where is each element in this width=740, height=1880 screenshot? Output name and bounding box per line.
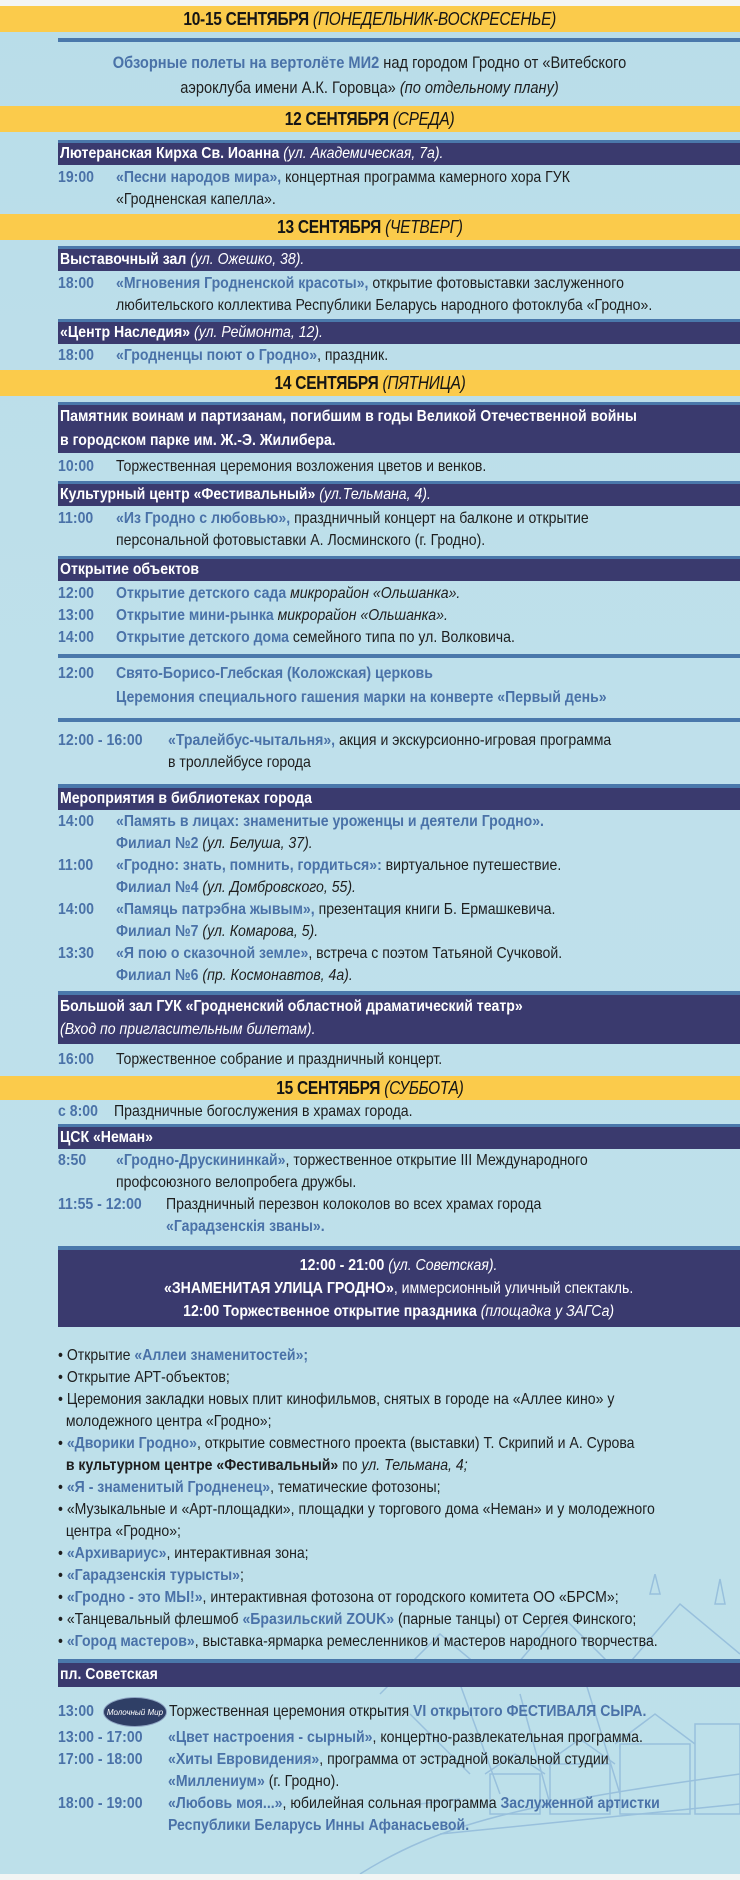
item-highlight: «Архивариус»: [66, 1545, 167, 1562]
list-item: [58, 1793, 740, 1837]
item-highlight: «Бразильский ZOUK»: [242, 1611, 395, 1628]
event-desc-2: профсоюзного велопробега дружбы.: [116, 1174, 357, 1191]
event-time: 13:00: [58, 1703, 95, 1720]
event-title: Открытие детского дома: [116, 629, 290, 646]
event-title: «Из Гродно с любовью»,: [116, 510, 291, 527]
church-event: [58, 658, 740, 718]
event-title: «Любовь моя...»: [168, 1795, 283, 1812]
event-row: [58, 506, 740, 556]
venue-address: (ул. Реймонта, 12).: [194, 324, 323, 341]
event-time: 13:00 - 17:00: [58, 1729, 143, 1746]
item-highlight: «Город мастеров»: [66, 1633, 195, 1650]
event-time: 18:00 - 19:00: [58, 1795, 143, 1812]
library-address: (ул. Комарова, 5).: [198, 923, 319, 940]
intro-text: над городом Гродно от «Витебского: [379, 53, 627, 72]
event-desc-2: персональной фотовыставки А. Лосминского (г. Гродно).: [116, 532, 486, 549]
venue-note: (Вход по пригласительным билетам).: [60, 1021, 316, 1038]
item-text: Открытие АРТ-объектов;: [66, 1369, 230, 1386]
event-desc: праздничный концерт на балконе и открытие: [290, 510, 589, 527]
list-item: [58, 1697, 740, 1727]
event-title: «Гродно: знать, помнить, гордиться»:: [116, 857, 382, 874]
event-row: [58, 344, 740, 370]
library-address: (ул. Домбровского, 55).: [198, 879, 356, 896]
library-branch: Филиал №4: [116, 879, 199, 896]
day-weekday: (СРЕДА): [393, 109, 455, 129]
event-desc: презентация книги Б. Ермашкевича.: [314, 901, 556, 918]
event-desc: виртуальное путешествие.: [381, 857, 562, 874]
venue-name: Большой зал ГУК «Гродненский областной драматический театр»: [60, 998, 523, 1015]
event-time: 8:50: [58, 1152, 87, 1169]
event-title: «Гродно-Друскининкай»: [116, 1152, 286, 1169]
event-desc-2: в троллейбусе города: [168, 754, 311, 771]
event-row: [58, 1149, 740, 1194]
list-item: • «Танцевальный флешмоб «Бразильский ZOUK» (парные танцы) от Сергея Финского;: [58, 1611, 637, 1628]
event-desc: , иммерсионный уличный спектакль.: [394, 1280, 634, 1297]
event-desc: микрорайон «Ольшанка».: [273, 607, 448, 624]
event-time: 19:00: [58, 169, 95, 186]
item-text: , интерактивная фотозона от городского комитета ОО «БРСМ»;: [202, 1589, 619, 1606]
event-desc: , программа от эстрадной вокальной студии: [319, 1751, 609, 1768]
event-time: 14:00: [58, 901, 95, 918]
event-title-2: «Миллениум»: [168, 1773, 265, 1790]
event-desc: , торжественное открытие III Международного: [285, 1152, 588, 1169]
intro-highlight: Обзорные полеты на вертолёте МИ2: [113, 53, 380, 72]
venue-name: Выставочный зал: [60, 251, 191, 268]
bells-event: [58, 1194, 740, 1246]
event-time: 18:00: [58, 347, 95, 364]
list-item: • «Я - знаменитый Гродненец», тематические фотозоны;: [58, 1479, 441, 1496]
item-text: , выставка-ярмарка ремесленников и мастеров народного творчества.: [194, 1633, 658, 1650]
event-title: «Гродненцы поют о Гродно»: [116, 347, 318, 364]
list-item: • Открытие «Аллеи знаменитостей»;: [58, 1347, 309, 1364]
event-desc: Торжественная церемония открытия: [168, 1703, 413, 1720]
list-item: • «Гарадзенскія турысты»;: [58, 1567, 244, 1584]
venue-name: «Центр Наследия»: [60, 324, 195, 341]
day-date: 10-15 СЕНТЯБРЯ: [183, 9, 310, 29]
event-time: 16:00: [58, 1051, 95, 1068]
venue-bar: [58, 402, 740, 453]
event-time: 12:00: [58, 665, 95, 682]
library-branch: Филиал №7: [116, 923, 199, 940]
section-header: Открытие объектов: [60, 561, 200, 578]
event-title: «Память в лицах: знаменитые уроженцы и деятели Гродно».: [116, 813, 544, 830]
day-date: 12 СЕНТЯБРЯ: [285, 109, 390, 129]
event-time: 17:00 - 18:00: [58, 1751, 143, 1768]
event-time: 12:00 - 16:00: [58, 732, 143, 749]
event-time: 18:00: [58, 275, 95, 292]
event-title: «Памяць патрэбна жывым»,: [116, 901, 315, 918]
street-performance-banner: [58, 1246, 740, 1327]
venue-bar: [58, 246, 740, 271]
event-title: Открытие детского сада: [116, 585, 287, 602]
intro-text-2: аэроклуба имени А.К. Горовца»: [180, 78, 401, 97]
square-events-list: [0, 1687, 740, 1837]
molochny-mir-logo: Молочный Мир: [103, 1697, 167, 1727]
day-date: 13 СЕНТЯБРЯ: [277, 217, 382, 237]
item-text: , тематические фотозоны;: [270, 1479, 441, 1496]
section-bar-libraries: [58, 784, 740, 810]
library-branch: Филиал №6: [116, 967, 199, 984]
event-highlight: Заслуженной артистки: [500, 1795, 660, 1812]
event-desc: акция и экскурсионно-игровая программа: [335, 732, 612, 749]
day-weekday: (ПЯТНИЦА): [382, 373, 466, 393]
item-highlight: «Гарадзенскія турысты»: [66, 1567, 241, 1584]
event-desc: открытие фотовыставки заслуженного: [368, 275, 624, 292]
event-time: с 8:00: [58, 1103, 98, 1120]
item-venue: в культурном центре «Фестивальный»: [65, 1457, 339, 1474]
event-desc: , концертно-развлекательная программа.: [372, 1729, 643, 1746]
event-desc: семейного типа по ул. Волковича.: [289, 629, 515, 646]
day-weekday: (ЧЕТВЕРГ): [385, 217, 463, 237]
event-desc: концертная программа камерного хора ГУК: [281, 169, 570, 186]
item-text: Церемония закладки новых плит кинофильмов, снятых в городе на «Аллее кино» у: [66, 1391, 615, 1408]
list-item: • «Дворики Гродно», открытие совместного проекта (выставки) Т. Скрипий и А. Сурова в культурном центре «Фестивальный» по ул. Тельмана, 4;: [58, 1435, 635, 1474]
event-row: [58, 165, 740, 214]
library-address: (пр. Космонавтов, 4а).: [198, 967, 353, 984]
day-weekday: (СУББОТА): [384, 1078, 464, 1098]
event-time: 14:00: [58, 629, 95, 646]
event-highlight-2: Республики Беларусь Инны Афанасьевой.: [168, 1817, 470, 1834]
event-title: «Мгновения Гродненской красоты»,: [116, 275, 369, 292]
library-branch: Филиал №2: [116, 835, 199, 852]
event-time: 11:00: [58, 857, 94, 874]
item-highlight: «Я - знаменитый Гродненец»: [66, 1479, 271, 1496]
venue-bar: [58, 140, 740, 165]
intro-note: (по отдельному плану): [400, 78, 560, 97]
libraries-list: [0, 810, 740, 991]
event-desc-2: (г. Гродно).: [264, 1773, 340, 1790]
list-item: • Церемония закладки новых плит кинофильмов, снятых в городе на «Аллее кино» у молодежного центра «Гродно»;: [58, 1391, 615, 1430]
list-item: • «Архивариус», интерактивная зона;: [58, 1545, 309, 1562]
item-highlight: «Дворики Гродно»: [66, 1435, 197, 1452]
event-time: 14:00: [58, 813, 95, 830]
venue-bar: [58, 1124, 740, 1149]
item-text-2: (парные танцы) от Сергея Финского;: [394, 1611, 637, 1628]
list-item: [58, 1727, 740, 1749]
list-item: [58, 899, 740, 943]
venue-name-2: в городском парке им. Ж.-Э. Жилибера.: [60, 432, 336, 449]
event-desc: Праздничный перезвон колоколов во всех храмах города: [166, 1196, 542, 1213]
list-item: [58, 855, 740, 899]
item-text: Открытие: [66, 1347, 135, 1364]
section-bar-openings: [58, 556, 740, 581]
event-row: [58, 453, 740, 481]
venue-bar-square: [58, 1659, 740, 1687]
event-desc: Праздничные богослужения в храмах города.: [114, 1103, 413, 1120]
day-band-14: [0, 370, 740, 396]
event-desc: Торжественное собрание и праздничный концерт.: [116, 1051, 443, 1068]
list-item: [58, 811, 740, 855]
event-title-2: Церемония специального гашения марки на конверте «Первый день»: [116, 689, 607, 706]
list-item: • «Музыкальные и «Арт-площадки», площадки у торгового дома «Неман» и у молодежного центра «Гродно»;: [58, 1501, 655, 1540]
venue-bar: [58, 319, 740, 344]
event-title: «Гарадзенскія званы».: [166, 1218, 325, 1235]
event-desc-2: любительского коллектива Республики Беларусь народного фотоклуба «Гродно».: [116, 297, 653, 314]
event-time: 13:00: [58, 607, 95, 624]
item-text-2: по: [338, 1457, 362, 1474]
opening-title: 12:00 Торжественное открытие праздника: [183, 1303, 478, 1320]
festival-program-page: [0, 6, 740, 1874]
venue-name: ЦСК «Неман»: [60, 1129, 154, 1146]
event-row: [58, 271, 740, 319]
event-title: «Цвет настроения - сырный»: [168, 1729, 373, 1746]
event-desc: Торжественная церемония возложения цветов и венков.: [116, 458, 487, 475]
venue-name: Культурный центр «Фестивальный»: [60, 486, 320, 503]
opening-note: (площадка у ЗАГСа): [477, 1303, 615, 1320]
event-row: [58, 1044, 740, 1076]
list-item: [58, 1749, 740, 1793]
event-title: «Тралейбус-чытальня»,: [168, 732, 336, 749]
day-band-13: [0, 214, 740, 240]
list-item: • «Город мастеров», выставка-ярмарка ремесленников и мастеров народного творчества.: [58, 1633, 658, 1650]
event-desc: , юбилейная сольная программа: [282, 1795, 501, 1812]
list-item: • «Гродно - это МЫ!», интерактивная фотозона от городского комитета ОО «БРСМ»;: [58, 1589, 619, 1606]
item-text: ;: [240, 1567, 244, 1584]
event-time: 11:00: [58, 510, 94, 527]
event-time: 10:00: [58, 458, 95, 475]
item-address: ул. Тельмана, 4;: [361, 1457, 468, 1474]
event-time: 12:00 - 21:00: [300, 1257, 385, 1274]
item-text-2: молодежного центра «Гродно»;: [65, 1413, 272, 1430]
event-desc: , встреча с поэтом Татьяной Сучковой.: [308, 945, 563, 962]
venue-address: (ул. Академическая, 7а).: [283, 145, 444, 162]
list-item: [58, 943, 740, 987]
event-address: (ул. Советская).: [384, 1257, 498, 1274]
event-title: Открытие мини-рынка: [116, 607, 274, 624]
item-text: , открытие совместного проекта (выставки) Т. Скрипий и А. Сурова: [196, 1435, 635, 1452]
venue-bar: [58, 481, 740, 506]
event-desc: , праздник.: [317, 347, 389, 364]
venue-address: (ул. Ожешко, 38).: [190, 251, 305, 268]
day-band-15: [0, 1076, 740, 1100]
list-item: [58, 627, 740, 649]
event-title: «ЗНАМЕНИТАЯ УЛИЦА ГРОДНО»: [164, 1280, 395, 1297]
item-text: «Танцевальный флешмоб: [66, 1611, 243, 1628]
venue-name: Памятник воинам и партизанам, погибшим в годы Великой Отечественной войны: [60, 408, 637, 425]
openings-list: [0, 581, 740, 654]
item-text: , интерактивная зона;: [166, 1545, 309, 1562]
helicopter-flights-notice: [0, 42, 740, 106]
venue-name: Лютеранская Кирха Св. Иоанна: [60, 145, 284, 162]
day-band-12: [0, 106, 740, 132]
section-header: Мероприятия в библиотеках города: [60, 790, 312, 807]
day-date: 14 СЕНТЯБРЯ: [274, 373, 379, 393]
event-title: Свято-Борисо-Глебская (Коложская) церковь: [116, 665, 433, 682]
event-title: «Песни народов мира»,: [116, 169, 282, 186]
item-highlight: «Гродно - это МЫ!»: [66, 1589, 203, 1606]
day-date: 15 СЕНТЯБРЯ: [276, 1078, 381, 1098]
list-item: • Открытие АРТ-объектов;: [58, 1369, 230, 1386]
trolley-event: [58, 722, 740, 784]
event-desc: микрорайон «Ольшанка».: [286, 585, 461, 602]
venue-address: (ул.Тельмана, 4).: [319, 486, 431, 503]
list-item: [58, 605, 740, 627]
event-time: 12:00: [58, 585, 95, 602]
event-title: «Хиты Евровидения»: [168, 1751, 320, 1768]
item-text: «Музыкальные и «Арт-площадки», площадки у торгового дома «Неман» и у молодежного: [66, 1501, 655, 1518]
event-time: 13:30: [58, 945, 95, 962]
event-highlight: VI открытого ФЕСТИВАЛЯ СЫРА.: [412, 1703, 647, 1720]
event-desc-2: «Гродненская капелла».: [116, 191, 276, 208]
venue-name: пл. Советская: [60, 1666, 158, 1683]
item-highlight: «Аллеи знаменитостей»;: [134, 1347, 309, 1364]
street-activities-list: [58, 1327, 740, 1659]
day-weekday: (ПОНЕДЕЛЬНИК-ВОСКРЕСЕНЬЕ): [313, 9, 557, 29]
item-text-2: центра «Гродно»;: [65, 1523, 181, 1540]
event-title: «Я пою о сказочной земле»: [116, 945, 309, 962]
day-band-10-15: [0, 6, 740, 32]
venue-bar-theatre: [58, 991, 740, 1044]
library-address: (ул. Белуша, 37).: [198, 835, 313, 852]
event-row: [58, 1100, 740, 1124]
event-time: 11:55 - 12:00: [58, 1196, 142, 1213]
list-item: [58, 583, 740, 605]
